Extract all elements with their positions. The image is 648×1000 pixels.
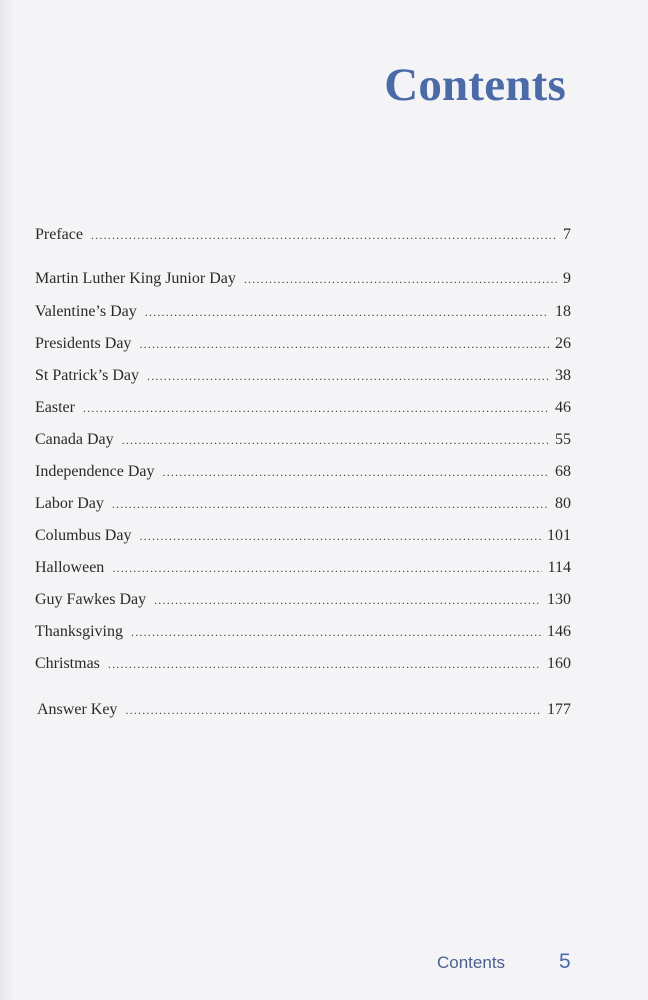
toc-entry-page: 46 [555,399,571,416]
toc-entry-thanksgiving[interactable] [35,622,571,642]
toc-entry-page: 9 [563,270,571,287]
toc-entry-label: Labor Day [35,495,104,512]
toc-entry-page: 38 [555,367,571,384]
toc-entry-label: Independence Day [35,463,155,480]
toc-entry-independence-day[interactable] [35,462,571,482]
toc-leader-dots [112,494,549,514]
page-title: Contents [384,59,566,111]
toc-leader-dots [145,302,549,322]
toc-entry-answer-key[interactable] [37,700,571,720]
footer-section-label: Contents [437,953,506,972]
toc-entry-label: Guy Fawkes Day [35,591,147,608]
toc-entry-page: 114 [547,559,571,576]
toc-entry-label: St Patrick’s Day [35,367,139,384]
toc-entry-easter[interactable] [35,398,571,418]
toc-entry-page: 80 [555,495,571,512]
toc-entry-page: 130 [547,591,571,608]
toc-leader-dots [122,430,549,450]
toc-leader-dots [244,269,557,289]
toc-leader-dots [83,398,549,418]
toc-entry-page: 55 [555,431,571,448]
toc-entry-halloween[interactable] [35,558,571,578]
toc-leader-dots [147,366,549,386]
toc-entry-page: 26 [555,335,571,352]
toc-leader-dots [112,558,541,578]
toc-leader-dots [91,225,557,245]
toc-entry-label: Martin Luther King Junior Day [35,270,236,287]
toc-entry-label: Presidents Day [35,335,132,352]
toc-entry-st-patricks-day[interactable] [35,366,571,386]
toc-entry-page: 7 [563,226,571,243]
toc-entry-label: Easter [35,399,75,416]
toc-entry-page: 101 [547,527,571,544]
toc-entry-label: Halloween [35,559,105,576]
toc-leader-dots [139,526,541,546]
toc-leader-dots [139,334,549,354]
toc-leader-dots [108,654,541,674]
toc-entry-christmas[interactable] [35,654,571,674]
toc-entry-label: Thanksgiving [35,623,123,640]
footer-page-number: 5 [559,950,571,973]
toc-entry-label: Columbus Day [35,527,132,544]
toc-entry-page: 177 [547,701,571,718]
toc-entry-preface[interactable] [35,225,571,245]
toc-entry-page: 68 [555,463,571,480]
toc-entry-page: 146 [547,623,571,640]
toc-entry-guy-fawkes-day[interactable] [35,590,571,610]
toc-entry-labor-day[interactable] [35,494,571,514]
toc-leader-dots [154,590,541,610]
toc-entry-label: Valentine’s Day [35,303,137,320]
toc-entry-label: Answer Key [37,701,118,718]
toc-entry-label: Preface [35,226,83,243]
toc-entry-martin-luther-king-junior-day[interactable] [35,269,571,289]
toc-entry-canada-day[interactable] [35,430,571,450]
toc-entry-label: Canada Day [35,431,114,448]
toc-entry-label: Christmas [35,655,100,672]
toc-leader-dots [163,462,550,482]
toc-entry-page: 160 [547,655,571,672]
toc-entry-page: 18 [555,303,571,320]
toc-leader-dots [125,700,541,720]
toc-entry-presidents-day[interactable] [35,334,571,354]
toc-entry-valentines-day[interactable] [35,302,571,322]
toc-leader-dots [131,622,541,642]
toc-entry-columbus-day[interactable] [35,526,571,546]
